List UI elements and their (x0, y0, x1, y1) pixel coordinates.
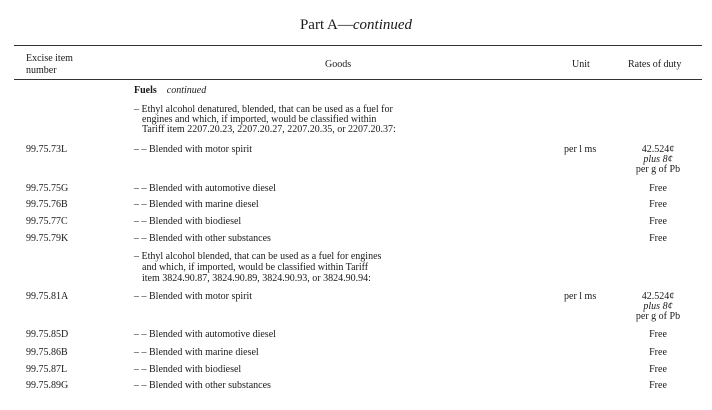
goods-description: – – Blended with motor spirit (134, 144, 253, 155)
rate-of-duty: Free (649, 233, 667, 244)
item-code: 99.75.76B (26, 199, 68, 210)
group1-line-2: engines and which, if imported, would be classified within (142, 114, 377, 125)
rate-of-duty: Free (649, 380, 667, 391)
goods-description: – – Blended with other substances (134, 233, 271, 244)
rate-of-duty: Free (649, 347, 667, 358)
header-unit: Unit (572, 59, 590, 70)
item-code: 99.75.81A (26, 291, 69, 302)
rate-plus: plus 8¢ (643, 301, 673, 312)
group1-line-1: – Ethyl alcohol denatured, blended, that can be used as a fuel for (134, 104, 393, 115)
unit: per l ms (564, 144, 597, 155)
item-code: 99.75.75G (26, 183, 69, 194)
group2-line-2: and which, if imported, would be classified within Tariff (142, 262, 369, 273)
rate-of-duty: 42.524¢ (641, 144, 675, 155)
item-code: 99.75.89G (26, 380, 69, 391)
item-code: 99.75.73L (26, 144, 68, 155)
goods-description: – – Blended with marine diesel (134, 347, 259, 358)
header-code-line1: Excise item (26, 53, 73, 64)
rate-of-duty: Free (649, 216, 667, 227)
item-code: 99.75.87L (26, 364, 68, 375)
title-suffix: continued (352, 17, 413, 33)
header-bottom-rule (14, 79, 702, 80)
goods-description: – – Blended with motor spirit (134, 291, 253, 302)
rate-per: per g of Pb (635, 164, 681, 175)
goods-description: – – Blended with marine diesel (134, 199, 259, 210)
rate-per: per g of Pb (635, 311, 681, 322)
section-heading (134, 86, 206, 97)
goods-description: – – Blended with automotive diesel (134, 183, 276, 194)
section-suffix: continued (166, 85, 207, 96)
goods-description: – – Blended with other substances (134, 380, 271, 391)
group2-line-1: – Ethyl alcohol blended, that can be used as a fuel for engines (134, 251, 382, 262)
table-top-rule (14, 45, 702, 46)
header-rate: Rates of duty (628, 59, 682, 70)
item-code: 99.75.86B (26, 347, 68, 358)
header-goods: Goods (325, 59, 352, 70)
rate-of-duty: Free (649, 199, 667, 210)
unit: per l ms (564, 291, 597, 302)
title-prefix: Part A— (299, 17, 353, 33)
rate-of-duty: Free (649, 329, 667, 340)
header-code-line2: number (26, 65, 57, 76)
item-code: 99.75.79K (26, 233, 69, 244)
group2-line-3: item 3824.90.87, 3824.90.89, 3824.90.93, or 3824.90.94: (142, 273, 371, 284)
rate-of-duty: 42.524¢ (641, 291, 675, 302)
section-name: Fuels (134, 85, 157, 96)
header-code (26, 53, 73, 77)
goods-description: – – Blended with biodiesel (134, 364, 242, 375)
item-code: 99.75.77C (26, 216, 68, 227)
goods-description: – – Blended with biodiesel (134, 216, 242, 227)
group1-line-3: Tariff item 2207.20.23, 2207.20.27, 2207.20.35, or 2207.20.37: (142, 124, 396, 135)
goods-description: – – Blended with automotive diesel (134, 329, 276, 340)
page-title (0, 17, 712, 34)
rate-of-duty: Free (649, 183, 667, 194)
rate-of-duty: Free (649, 364, 667, 375)
rate-plus: plus 8¢ (643, 154, 673, 165)
item-code: 99.75.85D (26, 329, 69, 340)
